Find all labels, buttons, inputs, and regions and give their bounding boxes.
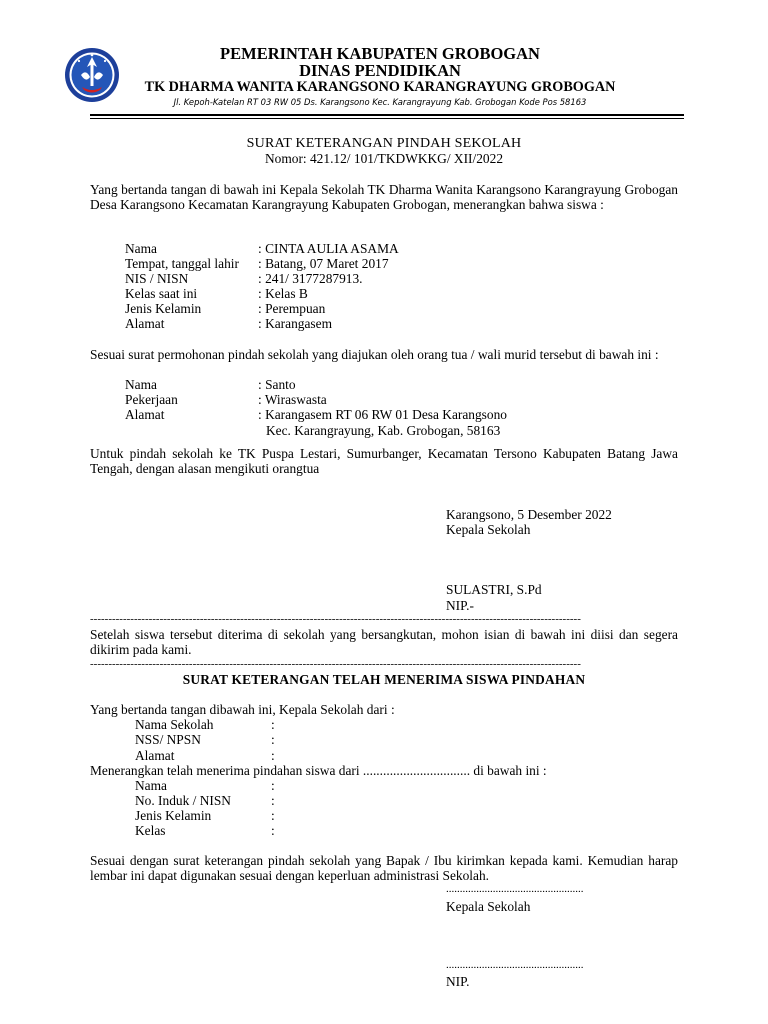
parent-address-value: : Karangasem RT 06 RW 01 Desa Karangsono (258, 407, 507, 422)
cut-line-top: -------------------------------------------------------------------------------------------------------------------------------------- (90, 613, 581, 625)
receipt-nss-label: NSS/ NPSN (135, 732, 201, 747)
receipt-closing-paragraph: Sesuai dengan surat keterangan pindah sekolah yang Bapak / Ibu kirimkan kepada kami. Kemudian harap lembar ini dapat digunakan sesuai dengan keperluan administrasi Sekolah. (90, 853, 678, 884)
receipt-student-name-label: Nama (135, 778, 167, 793)
student-gender-label: Jenis Kelamin (125, 301, 202, 316)
parent-name-label: Nama (125, 377, 157, 392)
student-name-value: : CINTA AULIA ASAMA (258, 241, 399, 256)
parent-address-line2: Kec. Karangrayung, Kab. Grobogan, 58163 (266, 423, 501, 438)
destination-paragraph: Untuk pindah sekolah ke TK Puspa Lestari, Sumurbanger, Kecamatan Tersono Kabupaten Batang Jawa Tengah, dengan alasan mengikuti orangtua (90, 446, 678, 477)
signer-title: Kepala Sekolah (446, 522, 531, 537)
header-rule-thin (90, 118, 684, 119)
receipt-student-nisn-label: No. Induk / NISN (135, 793, 231, 808)
student-nis-value: : 241/ 3177287913. (258, 271, 363, 286)
receipt-student-name-value: : (271, 778, 275, 793)
receipt-name-blank: .................................................. (446, 959, 584, 971)
parent-intro-paragraph: Sesuai surat permohonan pindah sekolah yang diajukan oleh orang tua / wali murid tersebut di bawah ini : (90, 347, 659, 362)
parent-address-label: Alamat (125, 407, 165, 422)
student-gender-value: : Perempuan (258, 301, 326, 316)
header-government: PEMERINTAH KABUPATEN GROBOGAN (220, 44, 540, 63)
header-department: DINAS PENDIDIKAN (299, 61, 461, 80)
receipt-school-name-label: Nama Sekolah (135, 717, 214, 732)
student-birth-value: : Batang, 07 Maret 2017 (258, 256, 389, 271)
signer-name: SULASTRI, S.Pd (446, 582, 542, 597)
receipt-nss-value: : (271, 732, 275, 747)
student-class-label: Kelas saat ini (125, 286, 198, 301)
receipt-signer-title: Kepala Sekolah (446, 899, 531, 914)
student-address-label: Alamat (125, 316, 165, 331)
header-rule-thick (90, 114, 684, 116)
receipt-intro: Yang bertanda tangan dibawah ini, Kepala Sekolah dari : (90, 702, 395, 717)
receipt-nip: NIP. (446, 974, 470, 989)
signer-nip: NIP.- (446, 598, 474, 613)
letter-title: SURAT KETERANGAN PINDAH SEKOLAH (246, 136, 522, 151)
receipt-student-class-value: : (271, 823, 275, 838)
receipt-date-blank: .................................................. (446, 883, 584, 895)
student-name-label: Nama (125, 241, 157, 256)
intro-paragraph: Yang bertanda tangan di bawah ini Kepala Sekolah TK Dharma Wanita Karangsono Karangrayung Grobogan Desa Karangsono Kecamatan Karangrayung Kabupaten Grobogan, menerangkan bahwa siswa : (90, 182, 678, 213)
receipt-student-gender-label: Jenis Kelamin (135, 808, 212, 823)
receipt-school-address-label: Alamat (135, 748, 175, 763)
header-school-name: TK DHARMA WANITA KARANGSONO KARANGRAYUNG GROBOGAN (144, 79, 616, 95)
student-class-value: : Kelas B (258, 286, 308, 301)
receipt-school-name-value: : (271, 717, 275, 732)
note-paragraph: Setelah siswa tersebut diterima di sekolah yang bersangkutan, mohon isian di bawah ini diisi dan segera dikirim pada kami. (90, 627, 678, 658)
place-date: Karangsono, 5 Desember 2022 (446, 507, 612, 522)
student-nis-label: NIS / NISN (125, 271, 189, 286)
parent-job-value: : Wiraswasta (258, 392, 327, 407)
student-address-value: : Karangasem (258, 316, 332, 331)
cut-line-bottom: -------------------------------------------------------------------------------------------------------------------------------------- (90, 658, 581, 670)
parent-name-value: : Santo (258, 377, 296, 392)
receipt-title: SURAT KETERANGAN TELAH MENERIMA SISWA PINDAHAN (182, 672, 586, 687)
receipt-student-class-label: Kelas (135, 823, 166, 838)
letter-number: Nomor: 421.12/ 101/TKDWKKG/ XII/2022 (264, 151, 504, 166)
receipt-student-nisn-value: : (271, 793, 275, 808)
receipt-student-gender-value: : (271, 808, 275, 823)
parent-job-label: Pekerjaan (125, 392, 178, 407)
header-address: Jl. Kepoh-Katelan RT 03 RW 05 Ds. Karangsono Kec. Karangrayung Kab. Grobogan Kode Pos 58163 (173, 97, 587, 107)
student-birth-label: Tempat, tanggal lahir (125, 256, 239, 271)
receipt-statement: Menerangkan telah menerima pindahan siswa dari ................................ di bawah ini : (90, 763, 547, 778)
receipt-school-address-value: : (271, 748, 275, 763)
